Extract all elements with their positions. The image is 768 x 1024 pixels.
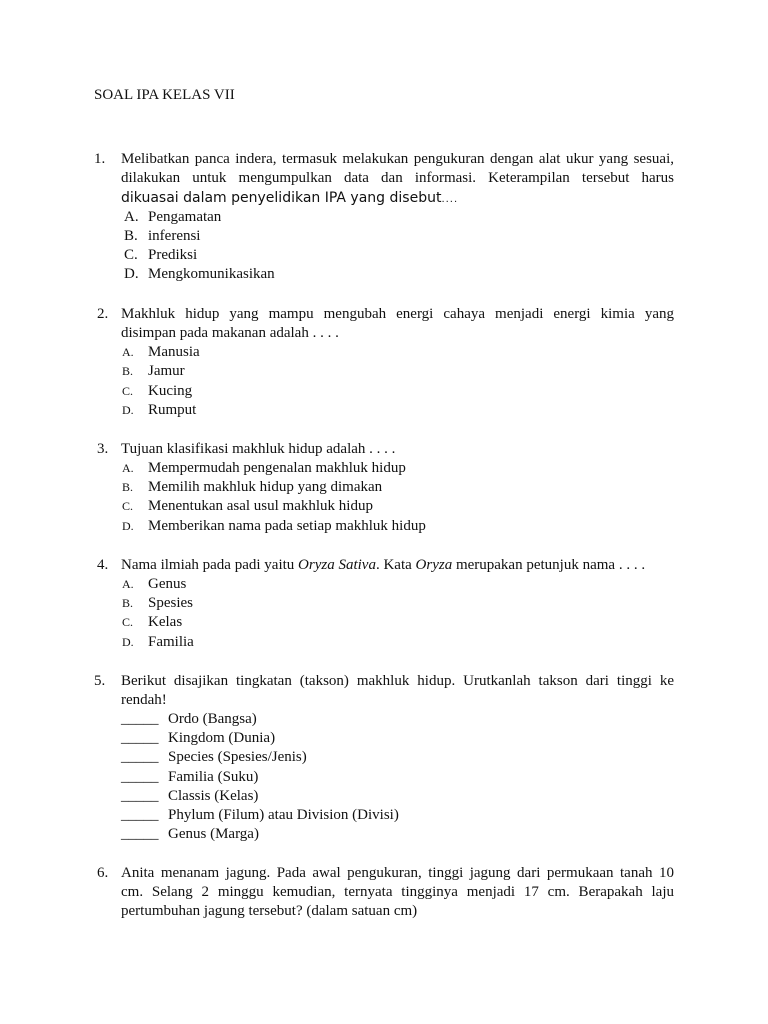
option-letter: C. xyxy=(122,615,134,629)
question-number: 1. xyxy=(94,151,106,167)
option-letter: B. xyxy=(122,364,134,378)
option-letter: A. xyxy=(122,345,134,359)
answer-blank: _____ xyxy=(121,826,159,842)
question-number: 6. xyxy=(97,865,109,881)
option-letter: D. xyxy=(124,266,139,282)
taxon-item: Classis (Kelas) xyxy=(168,788,259,804)
taxon-item: Familia (Suku) xyxy=(168,769,259,785)
taxon-item: Ordo (Bangsa) xyxy=(168,711,257,727)
question-number: 5. xyxy=(94,673,106,689)
option-text: Menentukan asal usul makhluk hidup xyxy=(148,498,373,514)
option-text: Memberikan nama pada setiap makhluk hidup xyxy=(148,518,426,534)
question-text-line: Anita menanam jagung. Pada awal pengukuran, tinggi jagung dari permukaan tanah 10 xyxy=(121,865,674,881)
question-text: . Kata xyxy=(375,557,416,573)
option-letter: A. xyxy=(122,461,134,475)
option-letter: A. xyxy=(122,577,134,591)
question-text: dikuasai dalam penyelidikan IPA yang disebut xyxy=(121,190,442,206)
option-text: Pengamatan xyxy=(148,209,222,225)
option-text: Kelas xyxy=(148,614,183,630)
option-letter: D. xyxy=(122,635,134,649)
option-text: Jamur xyxy=(148,363,185,379)
question-text-line: cm. Selang 2 minggu kemudian, ternyata tingginya menjadi 17 cm. Berapakah laju xyxy=(121,884,674,900)
option-text: Prediksi xyxy=(148,247,198,263)
option-text: inferensi xyxy=(148,228,201,244)
ellipsis: .... xyxy=(441,194,459,205)
question-text-line: disimpan pada makanan adalah . . . . xyxy=(121,325,339,341)
option-letter: D. xyxy=(122,519,134,533)
scientific-name: Oryza Sativa xyxy=(298,557,376,573)
option-text: Kucing xyxy=(148,383,193,399)
question-text-line xyxy=(121,556,645,576)
option-letter: B. xyxy=(122,596,134,610)
question-text-line: dilakukan untuk mengumpulkan data dan informasi. Keterampilan tersebut harus xyxy=(121,170,674,186)
option-text: Genus xyxy=(148,576,187,592)
question-text: Nama ilmiah pada padi yaitu xyxy=(121,557,299,573)
taxon-item: Kingdom (Dunia) xyxy=(168,730,276,746)
question-text-line: Melibatkan panca indera, termasuk melakukan pengukuran dengan alat ukur yang sesuai, xyxy=(121,151,674,167)
question-number: 3. xyxy=(97,441,109,457)
option-letter: D. xyxy=(122,403,134,417)
question-text-line: Berikut disajikan tingkatan (takson) makhluk hidup. Urutkanlah takson dari tinggi ke xyxy=(121,673,674,689)
answer-blank: _____ xyxy=(121,711,159,727)
option-text: Mempermudah pengenalan makhluk hidup xyxy=(148,460,406,476)
option-letter: B. xyxy=(124,228,138,244)
question-text-line: Makhluk hidup yang mampu mengubah energi cahaya menjadi energi kimia yang xyxy=(121,306,674,322)
option-text: Spesies xyxy=(148,595,193,611)
question-text-line: Tujuan klasifikasi makhluk hidup adalah . . . . xyxy=(121,441,396,457)
page-title: SOAL IPA KELAS VII xyxy=(94,87,235,103)
option-text: Mengkomunikasikan xyxy=(148,266,275,282)
option-text: Rumput xyxy=(148,402,197,418)
option-text: Manusia xyxy=(148,344,200,360)
question-number: 2. xyxy=(97,306,109,322)
answer-blank: _____ xyxy=(121,769,159,785)
answer-blank: _____ xyxy=(121,807,159,823)
question-text-line xyxy=(121,189,458,210)
answer-blank: _____ xyxy=(121,730,159,746)
question-text: merupakan petunjuk nama . . . . xyxy=(452,557,646,573)
answer-blank: _____ xyxy=(121,788,159,804)
option-letter: B. xyxy=(122,480,134,494)
answer-blank: _____ xyxy=(121,749,159,765)
question-text-line: pertumbuhan jagung tersebut? (dalam satuan cm) xyxy=(121,903,418,919)
option-text: Familia xyxy=(148,634,194,650)
taxon-item: Phylum (Filum) atau Division (Divisi) xyxy=(168,807,399,823)
option-letter: C. xyxy=(122,384,134,398)
option-text: Memilih makhluk hidup yang dimakan xyxy=(148,479,383,495)
question-text-line: rendah! xyxy=(121,692,167,708)
scientific-name: Oryza xyxy=(415,557,453,573)
option-letter: C. xyxy=(122,499,134,513)
option-letter: A. xyxy=(124,209,139,225)
option-letter: C. xyxy=(124,247,138,263)
taxon-item: Species (Spesies/Jenis) xyxy=(168,749,307,765)
question-number: 4. xyxy=(97,557,109,573)
taxon-item: Genus (Marga) xyxy=(168,826,259,842)
